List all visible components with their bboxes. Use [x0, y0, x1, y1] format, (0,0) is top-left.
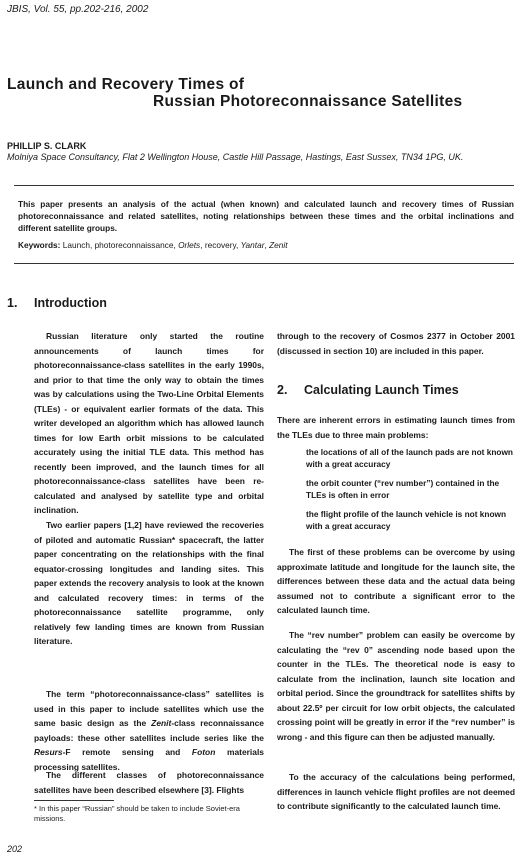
text-run: -class reconnaissance payloads: these other satellites include series like the [34, 718, 264, 743]
paper-title-line-1: Launch and Recovery Times of [7, 76, 245, 93]
keywords-part: , recovery, [200, 240, 241, 250]
paragraph-text: The different classes of photoreconnaissance satellites have been described elsewhere [3]. Flights [34, 770, 264, 795]
keywords [18, 239, 288, 251]
section-title: Calculating Launch Times [304, 383, 459, 397]
text-run: The term “photoreconnaissance-class” satellites is used in this paper to include satellites which use the same basic design as the [34, 689, 264, 728]
section-number: 1. [7, 296, 18, 310]
paragraph [34, 518, 264, 649]
abstract-top-rule [14, 185, 514, 186]
author-affiliation: Molniya Space Consultancy, Flat 2 Wellington House, Castle Hill Passage, Hastings, East Sussex, TN34 1PG, UK. [7, 152, 464, 162]
section-heading-calculating-launch-times [277, 383, 459, 397]
section-title: Introduction [34, 296, 107, 310]
text-run: -F remote sensing and [62, 747, 192, 757]
abstract-bottom-rule [14, 263, 514, 264]
footnote: * In this paper “Russian” should be taken to include Soviet-era missions. [34, 804, 240, 823]
paragraph-text [34, 687, 264, 774]
paragraph-text: The “rev number” problem can easily be overcome by calculating the “rev 0” ascending node based upon the counter in the TLEs. The theoretical node is easy to calculate from the inclination, launch site location and orbital period. Since the groundtrack for satellites shifts by about 22.5º per circuit for low orbit objects, the calculated crossing point will be greatly in error if the “rev number” is wrong - and this figure can then be adjusted manually. [277, 630, 515, 742]
paragraph [34, 329, 264, 518]
paragraph [34, 687, 264, 774]
paragraph [34, 768, 264, 797]
paragraph-text: through to the recovery of Cosmos 2377 in October 2001 (discussed in section 10) are included in this paper. [277, 331, 515, 356]
paragraph [277, 628, 515, 744]
footnote-rule [34, 800, 114, 801]
keyword-orlets: Orlets [178, 240, 201, 250]
paragraph-text: Two earlier papers [1,2] have reviewed the recoveries of piloted and automatic Russian* spacecraft, the latter paper concentrating on the relationships with the final equator-crossing longitudes and landing sites. This paper extends the recovery analysis to look at the known and calculated recovery times: in terms of the photoreconnaissance satellite programme, only relatively few landing times are known from Russian literature. [34, 520, 264, 646]
paragraph [277, 545, 515, 618]
problem-item: the locations of all of the launch pads are not known with a great accuracy [306, 447, 513, 469]
paragraph-text: There are inherent errors in estimating launch times from the TLEs due to three main problems: [277, 415, 515, 440]
text-run: materials processing satellites. [34, 747, 264, 772]
page-number: 202 [7, 844, 23, 854]
keyword-yantar: Yantar [240, 240, 265, 250]
paragraph-text: Russian literature only started the routine announcements of launch times for photoreconnaissance-class satellites in the early 1990s, and prior to that time the only way to obtain the times was by calculations using the Two-Line Orbital Elements (TLEs) - or equivalent earlier formats of the data. This writer developed an algorithm which has allowed launch times for low Earth orbit missions to be calculated accurately using the initial TLE data. This method has recently been improved, and the launch times for all photoreconnaissance-class satellites have been re-calculated and analysed by satellite type and orbital inclination. [34, 331, 264, 515]
text-run-italic: Resurs [34, 747, 63, 757]
section-number: 2. [277, 383, 288, 397]
paragraph [277, 413, 515, 442]
paragraph [277, 770, 515, 814]
keywords-part: Launch, photoreconnaissance, [62, 240, 179, 250]
journal-citation: JBIS, Vol. 55, pp.202-216, 2002 [7, 4, 149, 15]
abstract: This paper presents an analysis of the actual (when known) and calculated launch and recovery times of Russian photoreconnaissance and related satellites, noting relationships between these times and the orbital inclinations and different satellite groups. [18, 199, 514, 233]
paragraph-text: The first of these problems can be overcome by using approximate latitude and longitude for the launch site, the differences between these data and the actual data being assumed not to contribute a significant error to the calculated launch time. [277, 547, 515, 615]
keywords-label: Keywords: [18, 240, 61, 250]
keyword-zenit: Zenit [269, 240, 288, 250]
paper-title-line-2: Russian Photoreconnaissance Satellites [153, 93, 463, 110]
paragraph [277, 329, 515, 358]
text-run-italic: Foton [191, 747, 216, 757]
paragraph-text: To the accuracy of the calculations being performed, differences in launch vehicle flight profiles are not deemed to contribute significantly to the calculated launch time. [277, 772, 515, 811]
keywords-part: , [264, 240, 270, 250]
problem-item: the flight profile of the launch vehicle is not known with a great accuracy [306, 509, 507, 531]
section-heading-introduction [7, 296, 107, 310]
text-run-italic: Zenit [151, 718, 172, 728]
problem-item: the orbit counter (“rev number”) contained in the TLEs is often in error [306, 478, 500, 500]
author-name: PHILLIP S. CLARK [7, 141, 87, 151]
